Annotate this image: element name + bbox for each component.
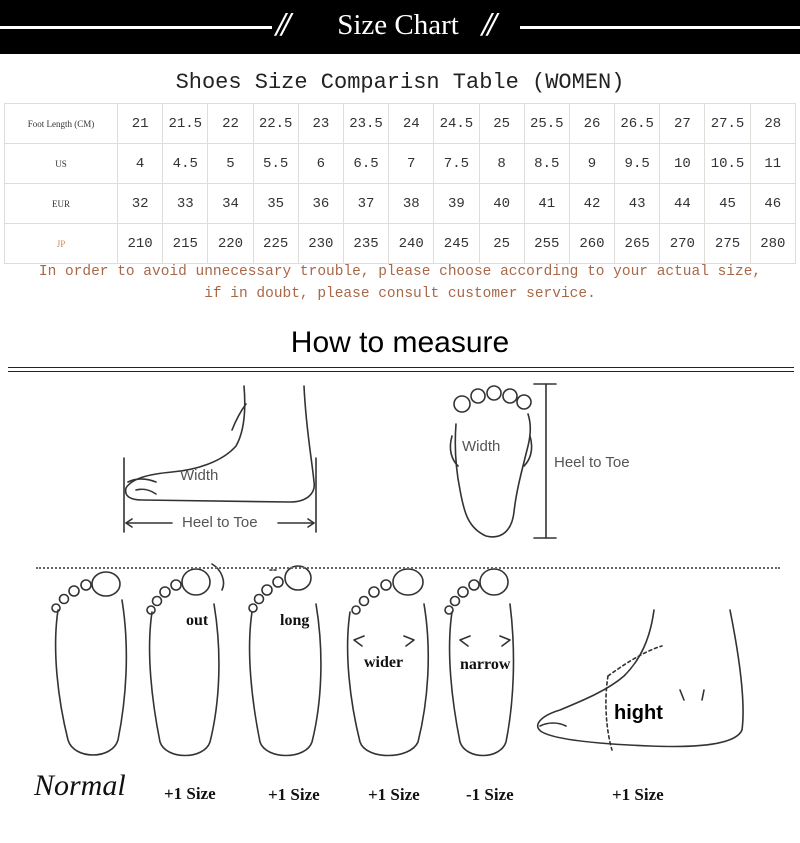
size-cell: 220 — [208, 224, 253, 264]
normal-label: Normal — [34, 769, 126, 802]
size-cell: 9 — [569, 144, 614, 184]
size-cell: 44 — [660, 184, 705, 224]
size-cell: 235 — [343, 224, 388, 264]
size-cell: 37 — [343, 184, 388, 224]
size-cell: 8.5 — [524, 144, 569, 184]
size-cell: 255 — [524, 224, 569, 264]
size-cell: 23.5 — [343, 104, 388, 144]
size-cell: 46 — [750, 184, 795, 224]
size-cell: 26 — [569, 104, 614, 144]
hight-label: hight — [614, 702, 663, 724]
size-cell: 43 — [615, 184, 660, 224]
size-cell: 38 — [389, 184, 434, 224]
size-cell: 21 — [118, 104, 163, 144]
size-cell: 8 — [479, 144, 524, 184]
size-cell: 39 — [434, 184, 479, 224]
wider-size-label: +1 Size — [368, 785, 420, 804]
out-size-label: +1 Size — [164, 784, 216, 803]
size-cell: 5 — [208, 144, 253, 184]
size-cell: 10 — [660, 144, 705, 184]
size-cell: 40 — [479, 184, 524, 224]
size-cell: 4.5 — [163, 144, 208, 184]
hight-size-label: +1 Size — [612, 785, 664, 804]
table-title: Shoes Size Comparisn Table (WOMEN) — [175, 70, 625, 95]
size-cell: 33 — [163, 184, 208, 224]
size-cell: 27.5 — [705, 104, 750, 144]
size-cell: 215 — [163, 224, 208, 264]
sole-view-foot-illustration — [450, 386, 531, 537]
long-size-label: +1 Size — [268, 785, 320, 804]
size-cell: 42 — [569, 184, 614, 224]
wider-label: wider — [364, 654, 404, 671]
size-cell: 5.5 — [253, 144, 298, 184]
size-cell: 24 — [389, 104, 434, 144]
row-label: US — [5, 144, 118, 184]
notice-line-1: In order to avoid unnecessary trouble, please choose according to your actual size, — [38, 264, 762, 280]
size-cell: 22.5 — [253, 104, 298, 144]
size-cell: 7 — [389, 144, 434, 184]
banner-title: Size Chart — [337, 9, 459, 41]
size-cell: 6 — [298, 144, 343, 184]
banner-slash-right: // — [482, 6, 493, 43]
size-cell: 35 — [253, 184, 298, 224]
size-cell: 45 — [705, 184, 750, 224]
size-cell: 265 — [615, 224, 660, 264]
out-foot-illustration — [147, 564, 224, 756]
dotted-divider — [36, 567, 780, 569]
size-cell: 24.5 — [434, 104, 479, 144]
size-cell: 26.5 — [615, 104, 660, 144]
banner-slash-left: // — [276, 6, 287, 43]
narrow-size-label: -1 Size — [466, 785, 514, 804]
size-cell: 7.5 — [434, 144, 479, 184]
size-cell: 275 — [705, 224, 750, 264]
hight-foot-illustration — [538, 610, 743, 750]
size-cell: 28 — [750, 104, 795, 144]
row-label: JP — [5, 224, 118, 264]
how-to-measure-title: How to measure — [290, 326, 510, 359]
size-cell: 230 — [298, 224, 343, 264]
size-cell: 10.5 — [705, 144, 750, 184]
size-cell: 25 — [479, 104, 524, 144]
side-view-foot-illustration — [126, 386, 315, 502]
notice-line-2: if in doubt, please consult customer service. — [204, 286, 596, 302]
long-label: long — [280, 612, 310, 629]
sole-width-label: Width — [462, 438, 501, 455]
size-cell: 22 — [208, 104, 253, 144]
size-cell: 36 — [298, 184, 343, 224]
size-cell: 32 — [118, 184, 163, 224]
size-cell: 210 — [118, 224, 163, 264]
row-label: Foot Length (CM) — [5, 104, 118, 144]
size-cell: 21.5 — [163, 104, 208, 144]
long-foot-illustration — [249, 566, 321, 756]
size-cell: 240 — [389, 224, 434, 264]
narrow-label: narrow — [460, 656, 511, 673]
size-cell: 25 — [479, 224, 524, 264]
size-cell: 41 — [524, 184, 569, 224]
size-cell: 23 — [298, 104, 343, 144]
size-cell: 11 — [750, 144, 795, 184]
size-cell: 4 — [118, 144, 163, 184]
normal-foot-illustration — [52, 572, 126, 755]
size-cell: 270 — [660, 224, 705, 264]
side-width-label: Width — [180, 467, 219, 484]
size-cell: 25.5 — [524, 104, 569, 144]
size-cell: 27 — [660, 104, 705, 144]
size-cell: 225 — [253, 224, 298, 264]
side-heel-to-toe-label: Heel to Toe — [182, 514, 258, 531]
sole-heel-to-toe-label: Heel to Toe — [554, 454, 630, 471]
sole-heel-to-toe-arrow — [534, 384, 556, 538]
out-label: out — [186, 612, 209, 629]
size-cell: 260 — [569, 224, 614, 264]
size-cell: 245 — [434, 224, 479, 264]
size-cell: 280 — [750, 224, 795, 264]
size-cell: 9.5 — [615, 144, 660, 184]
size-cell: 34 — [208, 184, 253, 224]
size-cell: 6.5 — [343, 144, 388, 184]
row-label: EUR — [5, 184, 118, 224]
